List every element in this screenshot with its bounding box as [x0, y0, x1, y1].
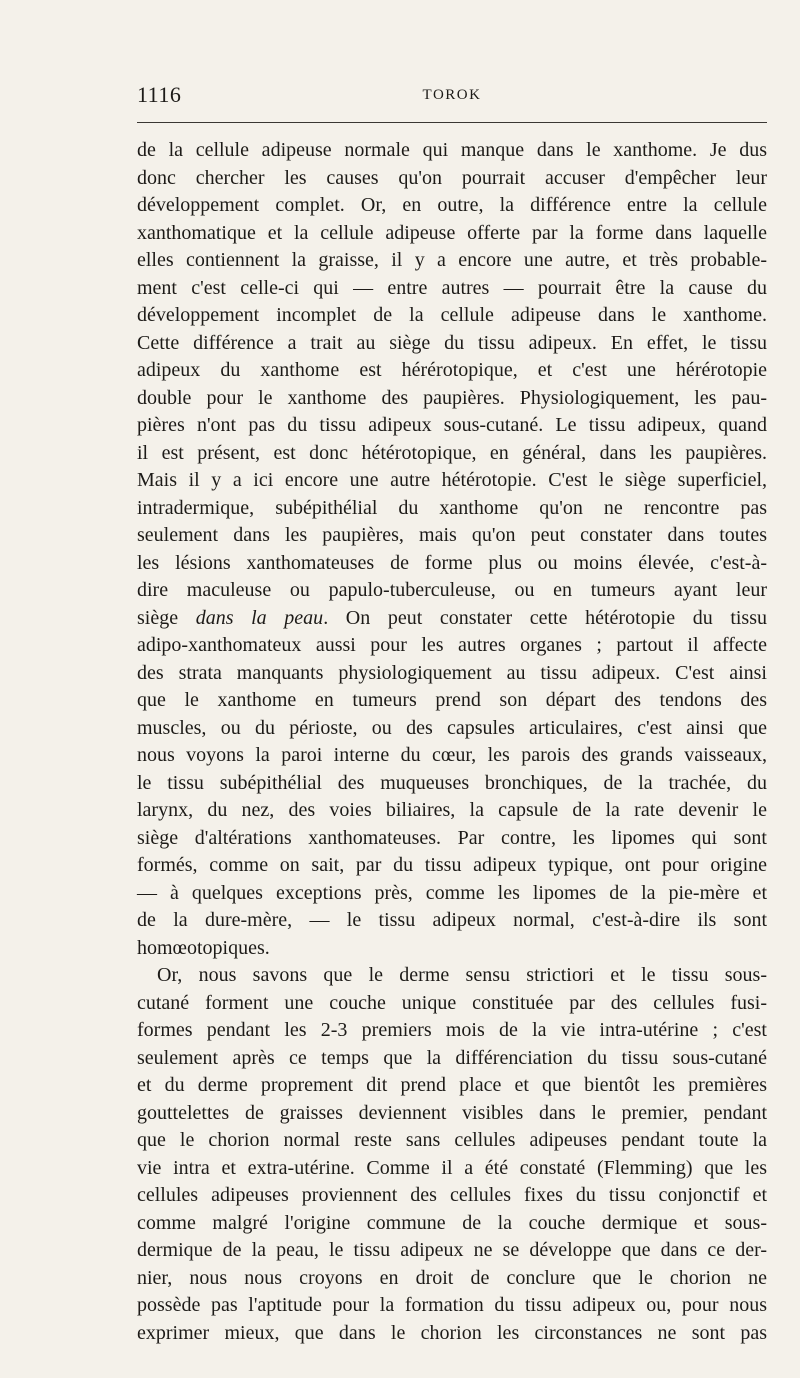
text-line: pières n'ont pas du tissu adipeux sous-cutané. Le tissu adipeux, quand [137, 414, 767, 436]
text-line: seulement dans les paupières, mais qu'on peut constater dans toutes [137, 524, 767, 546]
text-line: développement incomplet de la cellule adipeuse dans le xanthome. [137, 304, 767, 326]
text-line: il est présent, est donc hétérotopique, en général, dans les paupières. [137, 441, 767, 464]
text-line: intradermique, subépithélial du xanthome qu'on ne rencontre pas [137, 496, 767, 519]
text-line: xanthomatique et la cellule adipeuse offerte par la forme dans laquelle [137, 221, 767, 244]
text-line: exprimer mieux, que dans le chorion les circonstances ne sont pas [137, 1321, 767, 1344]
text-line: siège d'altérations xanthomateuses. Par contre, les lipomes qui sont [137, 826, 767, 849]
text-line: adipeux du xanthome est hérérotopique, et c'est une hérérotopie [137, 359, 767, 381]
text-segment: . On peut constater cette hétérotopie du tissu [323, 606, 768, 629]
text-line: le tissu subépithélial des muqueuses bronchiques, de la trachée, du [137, 771, 767, 794]
text-line: des strata manquants physiologiquement au tissu adipeux. C'est ainsi [137, 661, 767, 684]
italic-phrase: dans la peau [195, 606, 324, 629]
text-line: dire maculeuse ou papulo-tuberculeuse, ou en tumeurs ayant leur [137, 579, 767, 601]
text-line: nier, nous nous croyons en droit de conclure que le chorion ne [137, 1266, 767, 1289]
text-line: possède pas l'aptitude pour la formation du tissu adipeux ou, pour nous [137, 1294, 767, 1316]
text-line: larynx, du nez, des voies biliaires, la capsule de la rate devenir le [137, 799, 767, 821]
text-line: adipo-xanthomateux aussi pour les autres organes ; partout il affecte [137, 634, 767, 656]
text-line: dermique de la peau, le tissu adipeux ne se développe que dans ce der- [137, 1239, 767, 1261]
text-line: les lésions xanthomateuses de forme plus ou moins élevée, c'est-à- [137, 551, 767, 574]
text-line: que le chorion normal reste sans cellules adipeuses pendant toute la [137, 1129, 767, 1151]
page-header [137, 82, 767, 112]
text-line: seulement après ce temps que la différenciation du tissu sous-cutané [137, 1046, 767, 1069]
text-segment: siège [137, 606, 196, 629]
text-line: et du derme proprement dit prend place et que bientôt les premières [137, 1074, 767, 1096]
text-line: Cette différence a trait au siège du tissu adipeux. En effet, le tissu [137, 331, 767, 354]
text-line: cutané forment une couche unique constituée par des cellules fusi- [137, 991, 767, 1014]
text-line: développement complet. Or, en outre, la différence entre la cellule [137, 194, 767, 216]
page-number: 1116 [137, 82, 182, 107]
text-line: que le xanthome en tumeurs prend son départ des tendons des [137, 689, 767, 711]
text-line: cellules adipeuses proviennent des cellules fixes du tissu conjonctif et [137, 1184, 767, 1206]
text-line: homœotopiques. [137, 936, 270, 959]
text-line: vie intra et extra-utérine. Comme il a été constaté (Flemming) que les [137, 1156, 767, 1179]
text-line: Or, nous savons que le derme sensu strictiori et le tissu sous- [157, 964, 767, 986]
text-line: Mais il y a ici encore une autre hétérotopie. C'est le siège superficiel, [137, 469, 767, 491]
text-line: ment c'est celle-ci qui — entre autres — pourrait être la cause du [137, 276, 767, 299]
text-line: muscles, ou du périoste, ou des capsules articulaires, c'est ainsi que [137, 716, 767, 739]
text-line-with-italic [137, 605, 767, 633]
text-line: de la cellule adipeuse normale qui manque dans le xanthome. Je dus [137, 139, 767, 161]
text-line: double pour le xanthome des paupières. Physiologiquement, les pau- [137, 386, 767, 409]
text-line: gouttelettes de graisses deviennent visibles dans le premier, pendant [137, 1101, 767, 1124]
running-head: TOROK [422, 87, 482, 103]
text-line: nous voyons la paroi interne du cœur, les parois des grands vaisseaux, [137, 744, 767, 766]
header-rule [137, 122, 767, 123]
body-text [137, 137, 767, 1347]
text-line: de la dure-mère, — le tissu adipeux normal, c'est-à-dire ils sont [137, 909, 767, 931]
text-line: formes pendant les 2-3 premiers mois de la vie intra-utérine ; c'est [137, 1019, 767, 1041]
text-line: elles contiennent la graisse, il y a encore une autre, et très probable- [137, 249, 767, 271]
text-line: donc chercher les causes qu'on pourrait accuser d'empêcher leur [137, 166, 767, 189]
text-line: formés, comme on sait, par du tissu adipeux typique, ont pour origine [137, 854, 767, 876]
text-line: — à quelques exceptions près, comme les lipomes de la pie-mère et [137, 881, 767, 904]
text-line: comme malgré l'origine commune de la couche dermique et sous- [137, 1211, 767, 1234]
